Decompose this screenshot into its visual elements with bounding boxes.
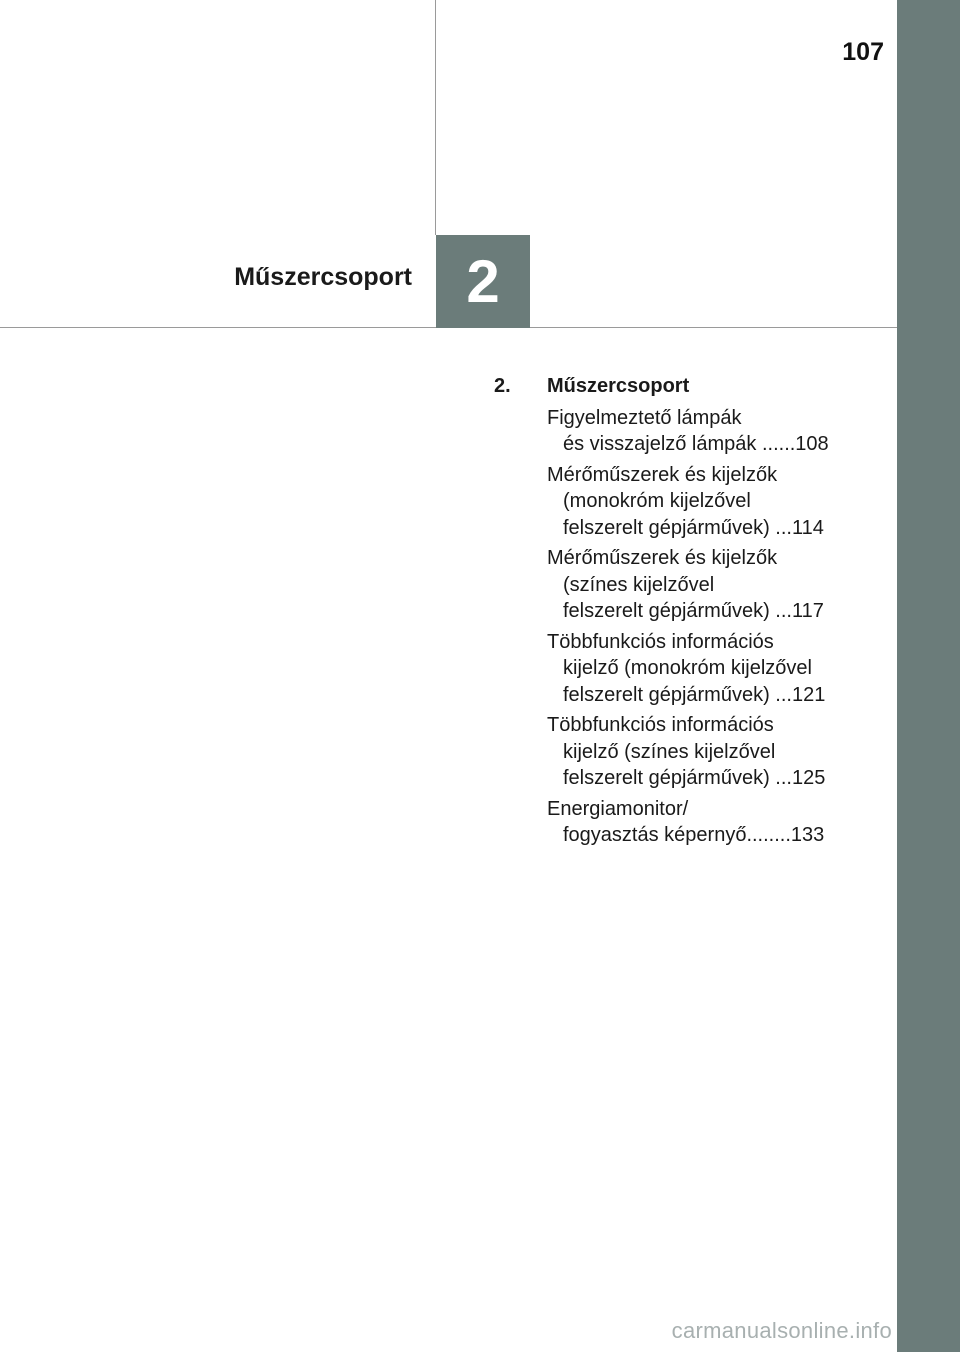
toc-entry-line: Mérőműszerek és kijelzők	[547, 463, 778, 486]
toc-entry-line: felszerelt gépjárművek) ...114	[563, 516, 824, 539]
toc-section-number: 2.	[494, 375, 511, 397]
page-number: 107	[842, 38, 884, 66]
toc-entry[interactable]	[547, 629, 854, 709]
toc-entry-line: felszerelt gépjárművek) ...117	[563, 600, 824, 622]
toc-section-heading	[494, 373, 854, 400]
toc-entry[interactable]	[547, 712, 854, 792]
toc-entry-line: Mérőműszerek és kijelzők	[547, 547, 778, 569]
toc-entry[interactable]	[547, 796, 854, 849]
watermark: carmanualsonline.info	[671, 1318, 892, 1343]
table-of-contents	[494, 373, 854, 853]
toc-entry-line: (színes kijelzővel	[563, 573, 715, 596]
toc-entry[interactable]	[547, 405, 854, 458]
toc-entry-line: és visszajelző lámpák ......108	[563, 433, 829, 455]
toc-entry[interactable]	[547, 545, 854, 625]
side-tab-bar	[897, 0, 960, 1352]
toc-entry-line: Többfunkciós információs	[547, 630, 774, 653]
toc-entry-line: fogyasztás képernyő........133	[563, 824, 825, 846]
toc-entry-line: Többfunkciós információs	[547, 714, 774, 736]
toc-section-title: Műszercsoport	[547, 375, 690, 397]
vertical-rule	[435, 0, 436, 235]
toc-entry[interactable]	[547, 462, 854, 542]
toc-entry-line: kijelző (színes kijelzővel	[563, 740, 776, 763]
toc-entry-line: felszerelt gépjárművek) ...125	[563, 767, 826, 789]
chapter-number-block	[436, 235, 530, 328]
chapter-title: Műszercsoport	[234, 263, 412, 291]
toc-entry-line: felszerelt gépjárművek) ...121	[563, 683, 826, 706]
toc-entry-line: Figyelmeztető lámpák	[547, 406, 742, 429]
toc-entry-line: kijelző (monokróm kijelzővel	[563, 657, 812, 679]
toc-entry-line: (monokróm kijelzővel	[563, 490, 751, 512]
chapter-number: 2	[466, 248, 500, 315]
toc-entry-line: Energiamonitor/	[547, 797, 689, 820]
